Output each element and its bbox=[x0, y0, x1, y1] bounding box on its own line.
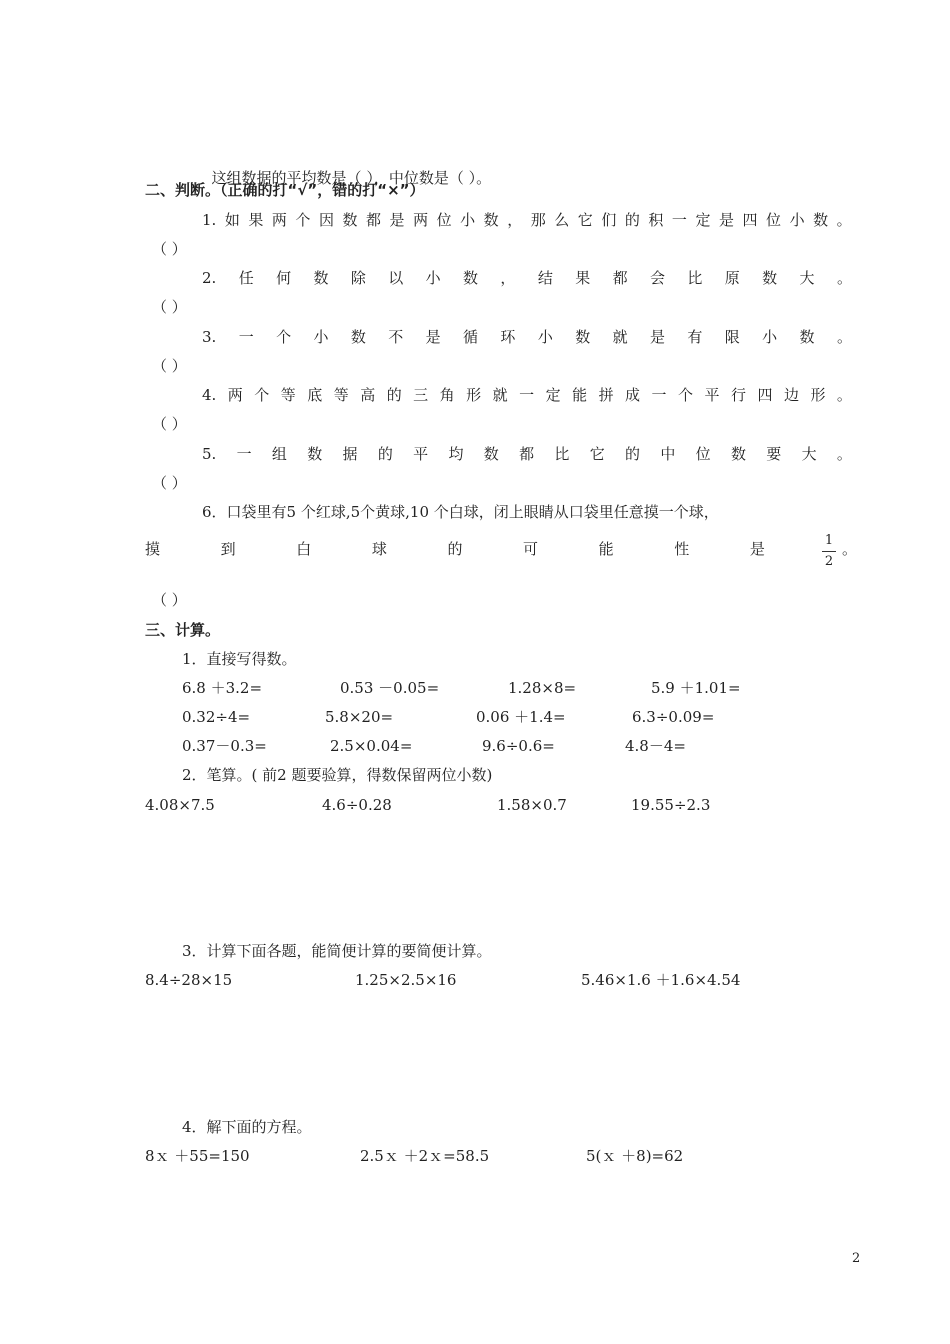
question-char: 数 bbox=[730, 445, 746, 463]
question-char: 两 bbox=[271, 211, 287, 229]
question-char: 1. bbox=[202, 211, 217, 229]
question-char: 位 bbox=[695, 445, 711, 463]
question-char: 。 bbox=[836, 211, 852, 229]
question-char: 性 bbox=[674, 540, 690, 558]
question-char: 一 bbox=[519, 386, 535, 404]
question-char: 等 bbox=[280, 386, 296, 404]
judge-question-1 bbox=[202, 211, 852, 229]
question-char: 能 bbox=[598, 540, 614, 558]
oral-calc-item: 0.53 －0.05= bbox=[340, 679, 440, 697]
question-char: 等 bbox=[333, 386, 349, 404]
question-char: 4. bbox=[202, 386, 217, 404]
section-2-title: 二、判断。（正确的打“√”，错的打“×”） bbox=[145, 181, 425, 199]
question-char: 个 bbox=[678, 386, 694, 404]
question-char: 数 bbox=[799, 328, 815, 346]
question-char: 中 bbox=[660, 445, 676, 463]
answer-paren-6: （ ） bbox=[152, 591, 187, 609]
oral-calc-item: 6.8 ＋3.2= bbox=[182, 679, 263, 697]
fraction-one-half bbox=[822, 533, 836, 570]
question-char: 2. bbox=[202, 269, 217, 287]
question-char: 的 bbox=[377, 445, 393, 463]
question-char: 是 bbox=[389, 211, 405, 229]
question-char: 个 bbox=[295, 211, 311, 229]
question-char: 因 bbox=[318, 211, 334, 229]
equation-item: 5(ｘ ＋8)=62 bbox=[586, 1147, 684, 1165]
question-char: 小 bbox=[425, 269, 441, 287]
judge-question-4 bbox=[202, 386, 852, 404]
question-char: 白 bbox=[296, 540, 312, 558]
question-char: 数 bbox=[463, 269, 479, 287]
answer-paren-5: （ ） bbox=[152, 474, 187, 492]
question-char: 一 bbox=[651, 386, 667, 404]
question-char: 小 bbox=[460, 211, 476, 229]
question-char: 环 bbox=[500, 328, 516, 346]
oral-calc-item: 0.37－0.3= bbox=[182, 737, 267, 755]
judge-question-2 bbox=[202, 269, 852, 287]
question-char: 的 bbox=[447, 540, 463, 558]
question-char: 数 bbox=[762, 269, 778, 287]
question-char: 四 bbox=[742, 211, 758, 229]
part-1-title: 1．直接写得数。 bbox=[182, 650, 297, 668]
question-char: 那 bbox=[530, 211, 546, 229]
answer-paren-4: （ ） bbox=[152, 415, 187, 433]
question-char: 就 bbox=[492, 386, 508, 404]
question-char: ， bbox=[500, 269, 516, 287]
question-char: 除 bbox=[350, 269, 366, 287]
simplify-calc-item: 5.46×1.6 ＋1.6×4.54 bbox=[581, 971, 741, 989]
question-char: 数 bbox=[350, 328, 366, 346]
question-char: 都 bbox=[612, 269, 628, 287]
question-char: 就 bbox=[612, 328, 628, 346]
written-calc-item: 4.08×7.5 bbox=[145, 796, 215, 814]
oral-calc-item: 2.5×0.04= bbox=[330, 737, 413, 755]
question-char: 都 bbox=[366, 211, 382, 229]
question-char: 的 bbox=[625, 445, 641, 463]
question-char: 。 bbox=[836, 269, 852, 287]
question-char: 何 bbox=[276, 269, 292, 287]
question-char: 不 bbox=[388, 328, 404, 346]
question-char: 成 bbox=[625, 386, 641, 404]
question-char: 角 bbox=[439, 386, 455, 404]
q6-end-mark: 。 bbox=[842, 540, 858, 558]
question-char: 四 bbox=[757, 386, 773, 404]
question-char: 个 bbox=[276, 328, 292, 346]
oral-calc-item: 6.3÷0.09= bbox=[632, 708, 715, 726]
question-char: 平 bbox=[704, 386, 720, 404]
question-char: 数 bbox=[342, 211, 358, 229]
oral-calc-item: 5.9 ＋1.01= bbox=[651, 679, 741, 697]
question-char: 底 bbox=[307, 386, 323, 404]
simplify-calc-item: 1.25×2.5×16 bbox=[355, 971, 457, 989]
written-calc-item: 1.58×0.7 bbox=[497, 796, 567, 814]
question-char: 数 bbox=[575, 328, 591, 346]
question-char: 。 bbox=[836, 445, 852, 463]
section-3-title: 三、计算。 bbox=[145, 621, 221, 639]
judge-question-6-line-1: 6．口袋里有5 个红球,5个黄球,10 个白球，闭上眼睛从口袋里任意摸一个球， bbox=[202, 503, 719, 521]
question-char: 3. bbox=[202, 328, 217, 346]
question-char: 大 bbox=[801, 445, 817, 463]
question-char: 一 bbox=[236, 445, 252, 463]
question-char: 小 bbox=[313, 328, 329, 346]
question-char: 小 bbox=[537, 328, 553, 346]
oral-calc-item: 4.8－4= bbox=[625, 737, 686, 755]
question-char: 果 bbox=[575, 269, 591, 287]
question-char: 位 bbox=[436, 211, 452, 229]
part-3-title: 3．计算下面各题，能简便计算的要简便计算。 bbox=[182, 942, 492, 960]
question-char: 数 bbox=[483, 211, 499, 229]
written-calc-item: 19.55÷2.3 bbox=[631, 796, 711, 814]
question-char: 它 bbox=[577, 211, 593, 229]
question-char: 高 bbox=[360, 386, 376, 404]
question-char: 个 bbox=[254, 386, 270, 404]
question-char: 数 bbox=[483, 445, 499, 463]
question-char: 要 bbox=[766, 445, 782, 463]
question-char: 任 bbox=[238, 269, 254, 287]
question-char: 的 bbox=[386, 386, 402, 404]
question-char: 摸 bbox=[145, 540, 161, 558]
question-char: 可 bbox=[523, 540, 539, 558]
question-char: 定 bbox=[545, 386, 561, 404]
oral-calc-item: 0.32÷4= bbox=[182, 708, 251, 726]
question-char: 数 bbox=[307, 445, 323, 463]
question-char: 都 bbox=[519, 445, 535, 463]
question-char: 原 bbox=[724, 269, 740, 287]
question-char: 循 bbox=[463, 328, 479, 346]
question-char: 限 bbox=[724, 328, 740, 346]
fraction-bar bbox=[822, 551, 836, 552]
question-char: 据 bbox=[342, 445, 358, 463]
question-char: 行 bbox=[730, 386, 746, 404]
question-char: 均 bbox=[448, 445, 464, 463]
question-char: 么 bbox=[554, 211, 570, 229]
simplify-calc-item: 8.4÷28×15 bbox=[145, 971, 233, 989]
question-char: 两 bbox=[227, 386, 243, 404]
answer-paren-1: （ ） bbox=[152, 240, 187, 258]
question-char: 小 bbox=[789, 211, 805, 229]
question-char: 数 bbox=[813, 211, 829, 229]
oral-calc-item: 5.8×20= bbox=[325, 708, 394, 726]
question-char: 能 bbox=[572, 386, 588, 404]
question-char: 的 bbox=[624, 211, 640, 229]
question-char: 结 bbox=[537, 269, 553, 287]
question-char: 拼 bbox=[598, 386, 614, 404]
answer-paren-2: （ ） bbox=[152, 298, 187, 316]
question-char: 一 bbox=[671, 211, 687, 229]
question-char: 。 bbox=[836, 328, 852, 346]
question-char: 比 bbox=[687, 269, 703, 287]
judge-question-5 bbox=[202, 445, 852, 463]
oral-calc-item: 1.28×8= bbox=[508, 679, 577, 697]
question-char: 比 bbox=[554, 445, 570, 463]
question-char: 形 bbox=[466, 386, 482, 404]
question-char: 两 bbox=[413, 211, 429, 229]
question-char: 大 bbox=[799, 269, 815, 287]
part-2-title: 2．笔算。( 前2 题要验算，得数保留两位小数) bbox=[182, 766, 493, 784]
fraction-numerator: 1 bbox=[824, 533, 834, 548]
question-char: 如 bbox=[224, 211, 240, 229]
question-char: 形 bbox=[810, 386, 826, 404]
equation-item: 8ｘ ＋55=150 bbox=[145, 1147, 250, 1165]
question-char: 们 bbox=[601, 211, 617, 229]
question-char: 小 bbox=[762, 328, 778, 346]
question-char: 组 bbox=[271, 445, 287, 463]
question-char: 边 bbox=[783, 386, 799, 404]
question-char: 数 bbox=[313, 269, 329, 287]
question-char: 有 bbox=[687, 328, 703, 346]
page-number: 2 bbox=[852, 1251, 861, 1266]
question-char: 三 bbox=[413, 386, 429, 404]
question-char: 会 bbox=[649, 269, 665, 287]
question-char: 球 bbox=[371, 540, 387, 558]
stats-line: 这组数据的平均数是（ ），中位数是（ ）。 bbox=[211, 169, 492, 187]
judge-question-6-line-2 bbox=[145, 540, 765, 558]
oral-calc-item: 9.6÷0.6= bbox=[482, 737, 555, 755]
equation-item: 2.5ｘ ＋2ｘ=58.5 bbox=[360, 1147, 490, 1165]
question-char: 以 bbox=[388, 269, 404, 287]
question-char: 是 bbox=[749, 540, 765, 558]
question-char: 到 bbox=[220, 540, 236, 558]
part-4-title: 4．解下面的方程。 bbox=[182, 1118, 312, 1136]
question-char: 位 bbox=[766, 211, 782, 229]
question-char: 。 bbox=[836, 386, 852, 404]
question-char: 它 bbox=[589, 445, 605, 463]
question-char: 是 bbox=[718, 211, 734, 229]
question-char: 是 bbox=[649, 328, 665, 346]
question-char: 积 bbox=[648, 211, 664, 229]
question-char: 5. bbox=[202, 445, 217, 463]
question-char: 是 bbox=[425, 328, 441, 346]
question-char: ， bbox=[507, 211, 523, 229]
question-char: 平 bbox=[413, 445, 429, 463]
fraction-denominator: 2 bbox=[824, 554, 834, 569]
answer-paren-3: （ ） bbox=[152, 357, 187, 375]
judge-question-3 bbox=[202, 328, 852, 346]
written-calc-item: 4.6÷0.28 bbox=[322, 796, 392, 814]
oral-calc-item: 0.06 ＋1.4= bbox=[476, 708, 566, 726]
question-char: 果 bbox=[248, 211, 264, 229]
question-char: 定 bbox=[695, 211, 711, 229]
question-char: 一 bbox=[238, 328, 254, 346]
